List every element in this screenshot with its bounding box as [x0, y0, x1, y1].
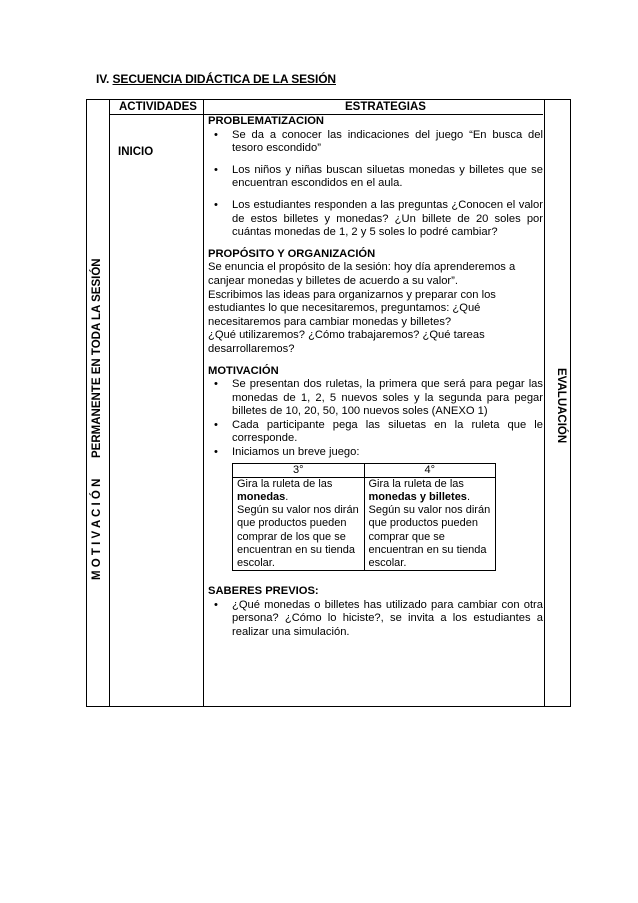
saberes-list: [208, 599, 543, 640]
bullet-icon: •: [214, 198, 218, 211]
section-title: [96, 72, 336, 86]
bullet-icon: •: [214, 598, 218, 611]
proposito-paragraph: Escribimos las ideas para organizarnos y preparar con los estudiantes lo que necesitaremos, preguntamos: ¿Qué necesitaremos para cambiar monedas y billetes?: [208, 288, 496, 328]
column-divider: [109, 100, 110, 706]
header-estrategias: ESTRATEGIAS: [345, 101, 426, 113]
column-divider: [203, 100, 204, 706]
actividad-inicio: INICIO: [118, 146, 154, 158]
heading-motivacion: MOTIVACIÓN: [208, 364, 279, 377]
header-actividades: ACTIVIDADES: [119, 101, 197, 113]
game-table: [232, 463, 496, 572]
proposito-paragraph: ¿Qué utilizaremos? ¿Cómo trabajaremos? ¿Qué tareas desarrollaremos?: [208, 329, 485, 355]
bullet-icon: •: [214, 128, 218, 141]
heading-problematizacion: PROBLEMATIZACION: [208, 115, 325, 127]
list-item: • ¿Qué monedas o billetes has utilizado para cambiar con otra persona? ¿Cómo lo hiciste?, se invita a los estudiantes a realizar una simulación.: [214, 598, 543, 639]
bullet-icon: •: [214, 378, 218, 391]
list-item: • Se da a conocer las indicaciones del juego “En busca del tesoro escondido”: [214, 128, 543, 155]
list-item: • Los estudiantes responden a las preguntas ¿Conocen el valor de estos billetes y monedas? ¿Un billete de 20 soles por cuántas monedas de 1, 2 y 5 soles lo podré cambiar?: [214, 198, 543, 239]
bullet-icon: •: [214, 418, 218, 431]
proposito-paragraph: Se enuncia el propósito de la sesión: hoy día aprenderemos a canjear monedas y billetes de acuerdo a su valor”.: [208, 261, 516, 287]
motivacion-list: [208, 378, 543, 460]
list-item: • Iniciamos un breve juego:: [214, 446, 360, 459]
list-item: • Se presentan dos ruletas, la primera que será para pegar las monedas de 1, 2, 5 nuevos soles y la segunda para pegar billetes de 10, 20, 50, 100 nuevos soles (ANEXO 1): [214, 378, 543, 418]
list-item: • Los niños y niñas buscan siluetas monedas y billetes que se encuentran escondidos en el aula.: [214, 163, 543, 190]
bullet-icon: •: [214, 446, 218, 459]
heading-proposito: PROPÓSITO Y ORGANIZACIÓN: [208, 247, 376, 260]
game-table-cell: Gira la ruleta de las monedas. Según su valor nos dirán que productos pueden comprar de los que se encuentran en su tienda escolar.: [233, 477, 365, 570]
vertical-label-permanente: PERMANENTE EN TODA LA SESIÓN: [91, 258, 103, 458]
list-item: • Cada participante pega las siluetas en la ruleta que le corresponde.: [214, 418, 543, 445]
vertical-label-motivacion: M O T I V A C I Ó N: [91, 478, 103, 580]
game-table-header: 4°: [364, 463, 496, 477]
game-table-cell: Gira la ruleta de las monedas y billetes. Según su valor nos dirán que productos pueden comprar que se encuentran en su tienda escolar.: [364, 477, 496, 570]
problematizacion-list: [208, 129, 543, 240]
game-table-header: 3°: [233, 463, 365, 477]
sequence-table: [86, 99, 571, 707]
section-title-prefix: IV.: [96, 72, 113, 86]
column-divider: [544, 100, 545, 706]
bullet-icon: •: [214, 163, 218, 176]
vertical-label-evaluacion: EVALUACIÓN: [555, 368, 567, 444]
strategies-content: [208, 115, 543, 640]
section-title-text: SECUENCIA DIDÁCTICA DE LA SESIÓN: [112, 72, 336, 86]
heading-saberes: SABERES PREVIOS:: [208, 585, 319, 598]
